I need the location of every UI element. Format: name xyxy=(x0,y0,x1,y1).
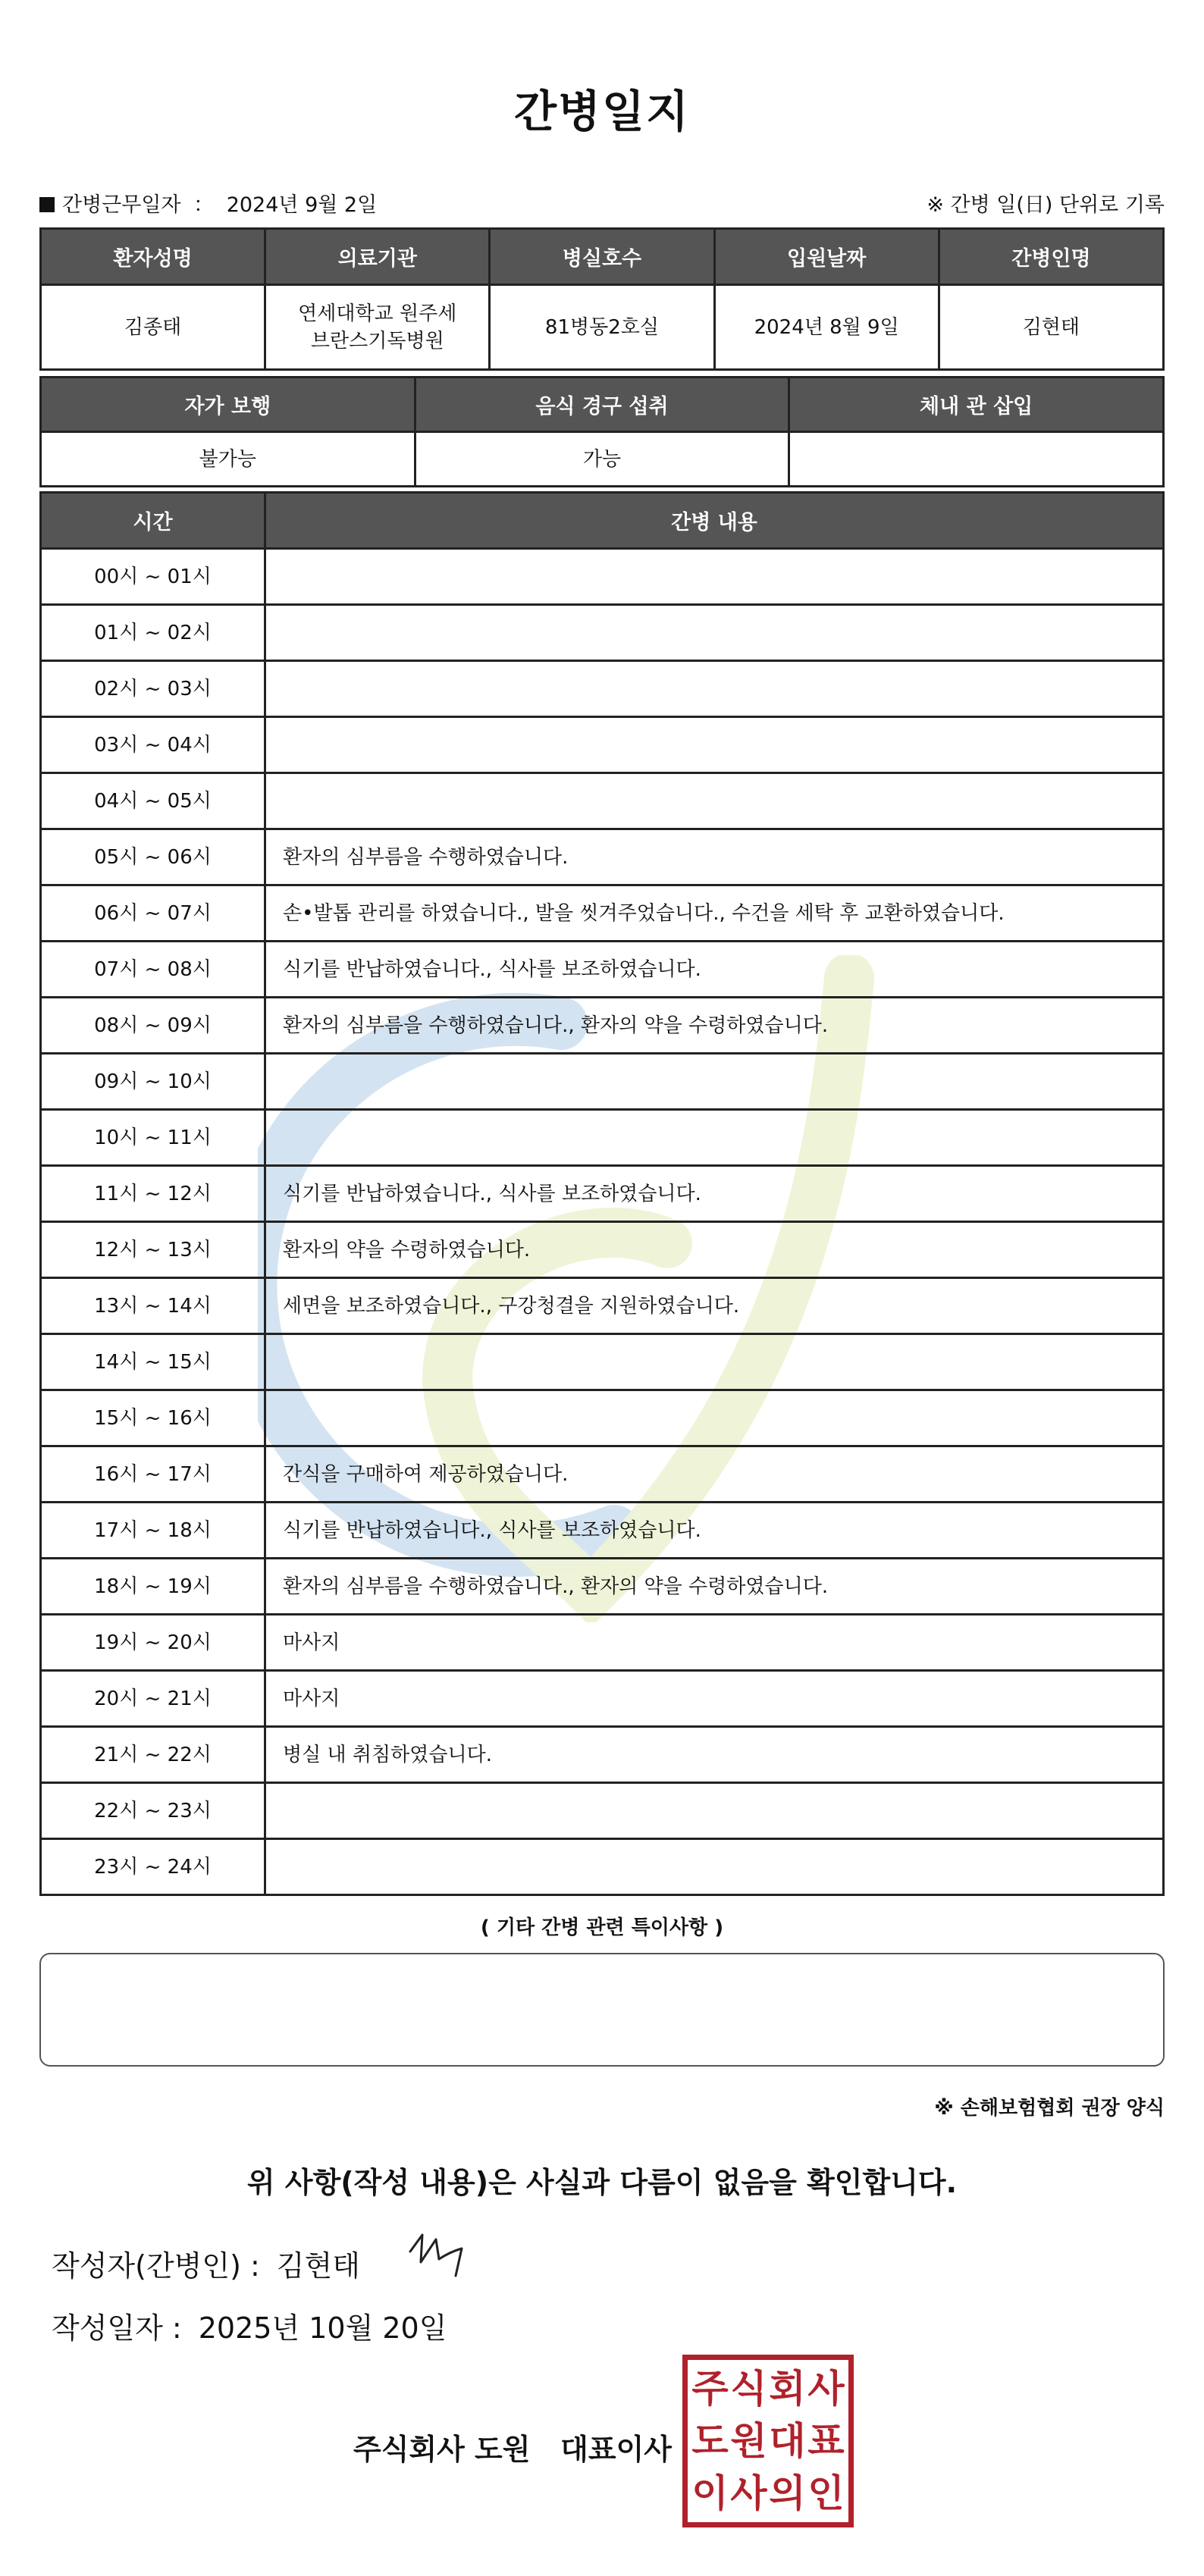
header-admission-date: 입원날짜 xyxy=(714,229,939,285)
header-oral-intake: 음식 경구 섭취 xyxy=(415,378,789,432)
table-row xyxy=(41,829,1164,885)
table-row xyxy=(41,1839,1164,1895)
table-row xyxy=(41,1783,1164,1839)
header-care-content: 간병 내용 xyxy=(265,493,1164,549)
table-row xyxy=(41,998,1164,1054)
table-row xyxy=(41,1615,1164,1671)
seal-character: 회 xyxy=(769,2366,806,2411)
care-content-cell: 환자의 심부름을 수행하였습니다. xyxy=(265,829,1164,885)
table-row xyxy=(41,717,1164,773)
walking-value: 불가능 xyxy=(41,432,415,487)
care-content-cell xyxy=(265,549,1164,605)
seal-character: 도 xyxy=(691,2418,729,2463)
header-caregiver-name: 간병인명 xyxy=(939,229,1163,285)
writer-label: 작성자(간병인) : xyxy=(52,2249,260,2283)
admission-date: 2024년 8월 9일 xyxy=(714,285,939,370)
time-cell: 18시 ~ 19시 xyxy=(41,1559,265,1615)
time-cell: 08시 ~ 09시 xyxy=(41,998,265,1054)
care-content-cell: 병실 내 취침하였습니다. xyxy=(265,1727,1164,1783)
table-row xyxy=(41,1166,1164,1222)
time-cell: 06시 ~ 07시 xyxy=(41,885,265,942)
patient-name: 김종태 xyxy=(41,285,265,370)
time-cell: 19시 ~ 20시 xyxy=(41,1615,265,1671)
seal-character: 표 xyxy=(807,2418,845,2463)
care-content-cell: 손•발톱 관리를 하였습니다., 발을 씻겨주었습니다., 수건을 세탁 후 교환하였습니다. xyxy=(265,885,1164,942)
notes-title: ( 기타 간병 관련 특이사항 ) xyxy=(480,1916,724,1939)
room-number: 81병동2호실 xyxy=(490,285,714,370)
time-cell: 23시 ~ 24시 xyxy=(41,1839,265,1895)
care-content-cell xyxy=(265,717,1164,773)
table-row xyxy=(41,1446,1164,1503)
square-bullet-icon xyxy=(39,197,55,212)
date-label: 작성일자 : xyxy=(52,2311,182,2345)
form-note: ※ 손해보험협회 권장 양식 xyxy=(934,2097,1165,2120)
care-content-cell xyxy=(265,1839,1164,1895)
time-cell: 00시 ~ 01시 xyxy=(41,549,265,605)
care-content-cell: 세면을 보조하였습니다., 구강청결을 지원하였습니다. xyxy=(265,1278,1164,1334)
time-cell: 15시 ~ 16시 xyxy=(41,1390,265,1446)
time-cell: 03시 ~ 04시 xyxy=(41,717,265,773)
work-date-label: 간병근무일자 xyxy=(62,193,181,217)
caregiver-name: 김현태 xyxy=(939,285,1163,370)
time-cell: 02시 ~ 03시 xyxy=(41,661,265,717)
table-row xyxy=(41,661,1164,717)
table-row xyxy=(41,1390,1164,1446)
care-content-cell: 마사지 xyxy=(265,1671,1164,1727)
care-content-cell xyxy=(265,1054,1164,1110)
care-log-table xyxy=(39,491,1165,1896)
seal-character: 대 xyxy=(769,2418,806,2463)
notes-box xyxy=(39,1953,1165,2067)
header-walking: 자가 보행 xyxy=(41,378,415,432)
table-row xyxy=(41,605,1164,661)
time-cell: 13시 ~ 14시 xyxy=(41,1278,265,1334)
seal-character: 인 xyxy=(807,2470,845,2515)
table-row xyxy=(41,773,1164,829)
table-row xyxy=(41,1727,1164,1783)
time-cell: 09시 ~ 10시 xyxy=(41,1054,265,1110)
work-date-separator: ： xyxy=(193,193,215,217)
header-hospital: 의료기관 xyxy=(265,229,490,285)
patient-info-table xyxy=(39,227,1165,371)
writer-name: 김현태 xyxy=(276,2249,360,2283)
work-date-value: 2024년 9월 2일 xyxy=(226,193,378,217)
header-time: 시간 xyxy=(41,493,265,549)
time-cell: 16시 ~ 17시 xyxy=(41,1446,265,1503)
care-content-cell: 간식을 구매하여 제공하였습니다. xyxy=(265,1446,1164,1503)
company-name: 주식회사 도원 대표이사 xyxy=(353,2433,672,2466)
care-content-cell xyxy=(265,1334,1164,1390)
time-cell: 01시 ~ 02시 xyxy=(41,605,265,661)
time-cell: 21시 ~ 22시 xyxy=(41,1727,265,1783)
seal-character: 원 xyxy=(730,2418,767,2463)
tube-insertion-value xyxy=(789,432,1164,487)
oral-intake-value: 가능 xyxy=(415,432,789,487)
table-row xyxy=(41,1559,1164,1615)
time-cell: 05시 ~ 06시 xyxy=(41,829,265,885)
time-cell: 14시 ~ 15시 xyxy=(41,1334,265,1390)
table-row xyxy=(41,1278,1164,1334)
time-cell: 22시 ~ 23시 xyxy=(41,1783,265,1839)
table-row xyxy=(41,1222,1164,1278)
signature xyxy=(406,2229,466,2282)
hospital-name: 연세대학교 원주세브란스기독병원 xyxy=(265,285,490,370)
header-room: 병실호수 xyxy=(490,229,714,285)
writer-line xyxy=(52,2242,360,2284)
table-row xyxy=(41,1054,1164,1110)
care-content-cell: 식기를 반납하였습니다., 식사를 보조하였습니다. xyxy=(265,1166,1164,1222)
time-cell: 07시 ~ 08시 xyxy=(41,942,265,998)
time-cell: 12시 ~ 13시 xyxy=(41,1222,265,1278)
seal-character: 주 xyxy=(691,2366,729,2411)
table-row xyxy=(41,942,1164,998)
header-patient-name: 환자성명 xyxy=(41,229,265,285)
table-row xyxy=(41,1334,1164,1390)
seal-character: 사 xyxy=(807,2366,845,2411)
date-value: 2025년 10월 20일 xyxy=(198,2311,447,2345)
care-content-cell xyxy=(265,1783,1164,1839)
time-cell: 11시 ~ 12시 xyxy=(41,1166,265,1222)
seal-character: 의 xyxy=(769,2470,806,2515)
care-content-cell xyxy=(265,1390,1164,1446)
seal-character: 식 xyxy=(730,2366,767,2411)
time-cell: 17시 ~ 18시 xyxy=(41,1503,265,1559)
work-date xyxy=(39,188,377,218)
care-content-cell: 환자의 심부름을 수행하였습니다., 환자의 약을 수령하였습니다. xyxy=(265,1559,1164,1615)
header-tube-insertion: 체내 관 삽입 xyxy=(789,378,1164,432)
confirmation-statement: 위 사항(작성 내용)은 사실과 다름이 없음을 확인합니다. xyxy=(246,2166,958,2199)
table-row xyxy=(41,885,1164,942)
company-seal xyxy=(682,2355,854,2527)
seal-character: 사 xyxy=(730,2470,767,2515)
time-cell: 10시 ~ 11시 xyxy=(41,1110,265,1166)
table-row xyxy=(41,1503,1164,1559)
record-note: ※ 간병 일(日) 단위로 기록 xyxy=(927,193,1165,217)
care-content-cell: 마사지 xyxy=(265,1615,1164,1671)
care-content-cell: 식기를 반납하였습니다., 식사를 보조하였습니다. xyxy=(265,1503,1164,1559)
patient-status-table xyxy=(39,376,1165,487)
care-content-cell: 식기를 반납하였습니다., 식사를 보조하였습니다. xyxy=(265,942,1164,998)
time-cell: 20시 ~ 21시 xyxy=(41,1671,265,1727)
care-content-cell xyxy=(265,773,1164,829)
care-content-cell: 환자의 심부름을 수행하였습니다., 환자의 약을 수령하였습니다. xyxy=(265,998,1164,1054)
time-cell: 04시 ~ 05시 xyxy=(41,773,265,829)
page-title: 간병일지 xyxy=(513,86,691,137)
care-content-cell xyxy=(265,661,1164,717)
table-row xyxy=(41,549,1164,605)
written-date-line xyxy=(52,2305,447,2346)
table-row xyxy=(41,1110,1164,1166)
seal-character: 이 xyxy=(691,2470,729,2515)
care-content-cell xyxy=(265,1110,1164,1166)
care-content-cell xyxy=(265,605,1164,661)
table-row xyxy=(41,1671,1164,1727)
care-content-cell: 환자의 약을 수령하였습니다. xyxy=(265,1222,1164,1278)
